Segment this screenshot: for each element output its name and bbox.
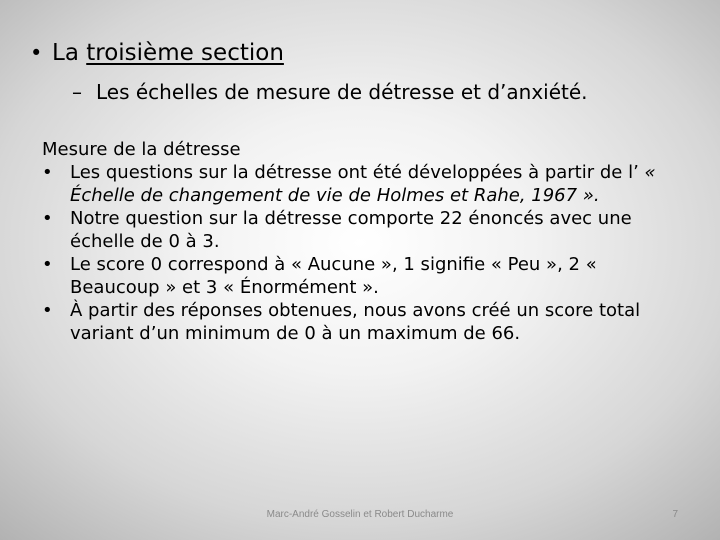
list-item [42, 161, 682, 207]
page-number: 7 [672, 509, 678, 520]
footer-authors: Marc-André Gosselin et Robert Ducharme [266, 509, 454, 520]
slide-content [42, 138, 682, 345]
list-item-citation: « Échelle de changement de vie de Holmes et Rahe, 1967 ». [70, 162, 656, 206]
slide-title [30, 36, 700, 70]
title-prefix: La [52, 40, 87, 66]
section-heading: Mesure de la détresse [42, 139, 241, 160]
title-underlined-text: troisième section [86, 40, 284, 66]
list-item-text: À partir des réponses obtenues, nous avons créé un score total variant d’un minimum de 0 à un maximum de 66. [70, 300, 641, 344]
list-item [42, 207, 682, 253]
list-item [42, 253, 682, 299]
slide-title-block [30, 36, 700, 106]
bullet-icon: • [42, 208, 53, 229]
list-item [42, 299, 682, 345]
bullet-icon: • [42, 162, 53, 183]
list-item-text: Le score 0 correspond à « Aucune », 1 signifie « Peu », 2 « Beaucoup » et 3 « Énormément ». [70, 254, 597, 298]
bullet-icon: • [42, 254, 53, 275]
bullet-list [42, 161, 682, 345]
list-item-text: Notre question sur la détresse comporte 22 énoncés avec une échelle de 0 à 3. [70, 208, 632, 252]
list-item-text: Les questions sur la détresse ont été développées à partir de l’ [70, 162, 645, 183]
bullet-icon: • [42, 300, 53, 321]
subtitle-dash-icon: – [72, 80, 82, 104]
title-bullet-icon: • [30, 41, 43, 65]
slide-subtitle [72, 78, 700, 106]
subtitle-text: Les échelles de mesure de détresse et d’anxiété. [96, 80, 588, 104]
